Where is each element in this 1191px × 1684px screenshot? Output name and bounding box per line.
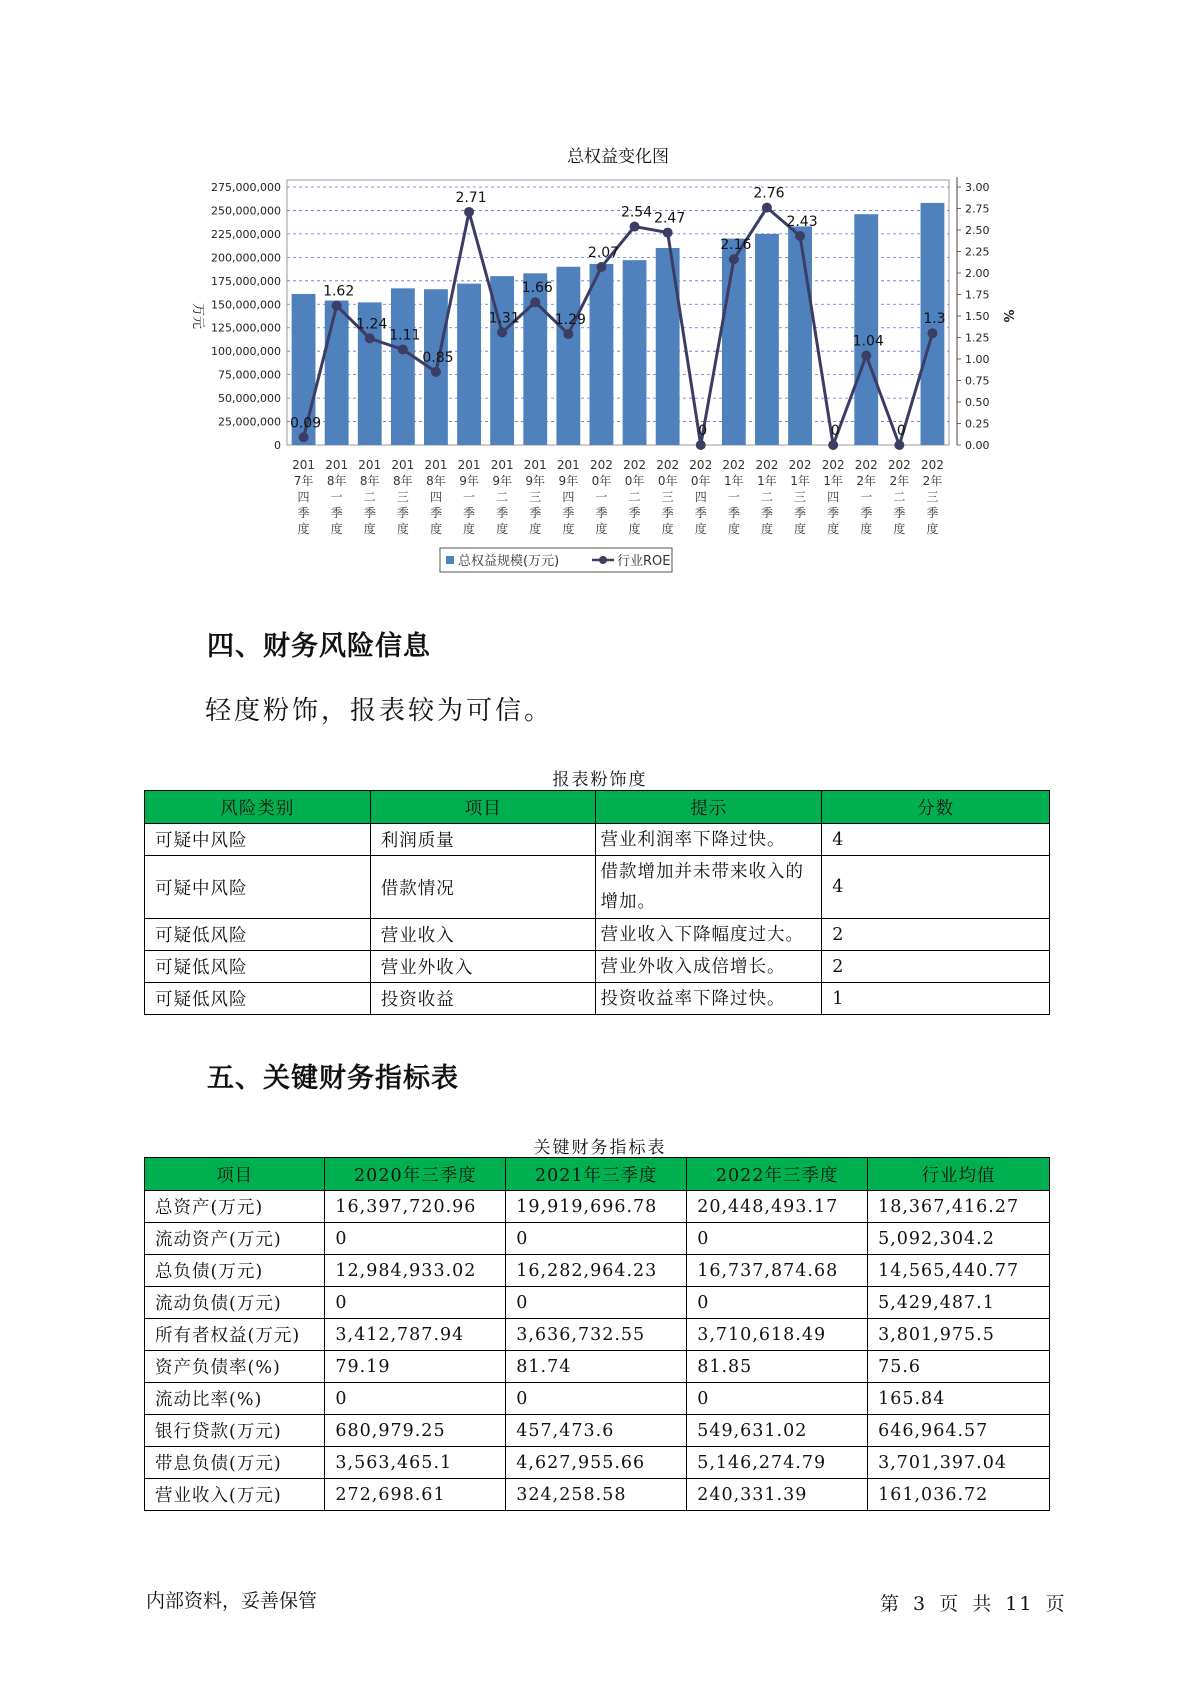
x-tick-label: 二 — [496, 490, 509, 504]
x-tick-label: 8年 — [359, 474, 380, 488]
legend-line-label: 行业ROE — [617, 554, 671, 569]
x-tick-label: 201 — [292, 458, 316, 472]
roe-point — [663, 228, 673, 238]
x-tick-label: 季 — [396, 506, 409, 520]
roe-data-label: 1.66 — [521, 280, 553, 297]
risk-summary-text: 轻度粉饰，报表较为可信。 — [205, 696, 554, 726]
x-tick-label: 0年 — [591, 474, 612, 488]
x-tick-label: 201 — [358, 458, 382, 472]
fin-value: 3,701,397.04 — [868, 1447, 1050, 1479]
total-equity-chart — [180, 140, 1020, 600]
x-tick-label: 0年 — [657, 474, 678, 488]
roe-point — [431, 367, 441, 377]
risk-category: 可疑低风险 — [145, 919, 371, 951]
x-tick-label: 9年 — [492, 474, 512, 488]
table-row — [145, 1383, 1050, 1415]
roe-data-label: 0.09 — [289, 415, 322, 432]
fin-value: 14,565,440.77 — [868, 1255, 1050, 1287]
fin-value: 5,429,487.1 — [868, 1287, 1050, 1319]
x-tick-label: 202 — [656, 458, 680, 472]
fin-value: 81.74 — [506, 1351, 687, 1383]
fin-value: 549,631.02 — [687, 1415, 868, 1447]
fin-header-item: 项目 — [145, 1158, 325, 1191]
x-tick-label: 度 — [496, 522, 509, 536]
x-tick-label: 度 — [562, 522, 575, 536]
fin-table-header-row — [145, 1158, 1050, 1191]
fin-item-label: 总资产(万元) — [145, 1191, 325, 1223]
x-tick-label: 季 — [926, 506, 939, 520]
x-tick-label: 季 — [595, 506, 608, 520]
roe-point — [630, 222, 640, 232]
fin-value: 0 — [687, 1223, 868, 1255]
fin-value: 324,258.58 — [506, 1479, 687, 1511]
x-tick-label: 季 — [297, 506, 310, 520]
roe-data-label: 2.54 — [620, 204, 653, 221]
table-row — [145, 1447, 1050, 1479]
roe-data-label: 1.04 — [852, 333, 884, 350]
fin-value: 3,563,465.1 — [325, 1447, 506, 1479]
risk-item: 营业收入 — [370, 919, 596, 951]
x-tick-label: 季 — [893, 506, 906, 520]
x-tick-label: 201 — [490, 458, 514, 472]
risk-score: 1 — [822, 983, 1050, 1015]
x-tick-label: 202 — [623, 458, 647, 472]
table-row — [145, 856, 1050, 919]
fin-value: 79.19 — [325, 1351, 506, 1383]
roe-data-label: 2.43 — [786, 214, 818, 231]
x-tick-label: 季 — [694, 506, 707, 520]
x-tick-label: 度 — [429, 522, 442, 536]
fin-item-label: 资产负债率(%) — [145, 1351, 325, 1383]
roe-point — [861, 351, 871, 361]
roe-data-label: 2.16 — [720, 237, 752, 254]
x-tick-label: 二 — [893, 490, 906, 504]
x-tick-label: 季 — [794, 506, 807, 520]
x-tick-label: 二 — [363, 490, 376, 504]
x-tick-label: 季 — [727, 506, 740, 520]
risk-score: 4 — [822, 856, 1050, 919]
table-row — [145, 1415, 1050, 1447]
x-tick-label: 季 — [363, 506, 376, 520]
x-tick-label: 度 — [463, 522, 476, 536]
x-tick-label: 三 — [529, 490, 542, 504]
risk-score: 4 — [822, 824, 1050, 856]
bar — [755, 234, 779, 445]
roe-point — [464, 207, 474, 217]
roe-data-label: 0 — [896, 423, 906, 439]
roe-point — [530, 297, 540, 307]
x-tick-label: 度 — [860, 522, 873, 536]
y-right-tick-label: 3.00 — [965, 181, 990, 194]
fin-item-label: 流动比率(%) — [145, 1383, 325, 1415]
x-tick-label: 四 — [429, 490, 442, 504]
table-row — [145, 1479, 1050, 1511]
x-tick-label: 度 — [827, 522, 840, 536]
fin-item-label: 带息负债(万元) — [145, 1447, 325, 1479]
x-tick-label: 季 — [827, 506, 840, 520]
risk-category: 可疑中风险 — [145, 856, 371, 919]
roe-data-label: 0 — [830, 423, 840, 439]
table-row — [145, 1287, 1050, 1319]
fin-value: 16,282,964.23 — [506, 1255, 687, 1287]
roe-data-label: 1.24 — [356, 316, 388, 333]
y-left-tick-label: 100,000,000 — [211, 345, 281, 359]
roe-data-label: 2.07 — [587, 244, 620, 261]
y-right-tick-label: 2.25 — [965, 245, 990, 259]
bar — [722, 239, 746, 445]
fin-value: 161,036.72 — [868, 1479, 1050, 1511]
roe-point — [596, 262, 606, 272]
x-tick-label: 1年 — [757, 474, 777, 488]
table-row — [145, 1319, 1050, 1351]
y-right-tick-label: 1.75 — [965, 288, 990, 302]
fin-value: 0 — [506, 1223, 687, 1255]
x-tick-label: 一 — [727, 490, 740, 504]
risk-score: 2 — [822, 951, 1050, 983]
x-tick-label: 1年 — [790, 474, 810, 488]
fin-value: 20,448,493.17 — [687, 1191, 868, 1223]
fin-value: 0 — [325, 1223, 506, 1255]
x-tick-label: 一 — [463, 490, 476, 504]
table-row — [145, 1191, 1050, 1223]
y-right-axis-label: % — [1000, 309, 1015, 323]
x-tick-label: 度 — [529, 522, 542, 536]
x-tick-label: 季 — [330, 506, 343, 520]
y-right-tick-label: 0.00 — [965, 439, 990, 452]
fin-value: 18,367,416.27 — [868, 1191, 1050, 1223]
roe-data-label: 2.71 — [455, 189, 487, 206]
x-tick-label: 度 — [628, 522, 641, 536]
x-tick-label: 202 — [920, 458, 944, 472]
table-row — [145, 1223, 1050, 1255]
y-left-tick-label: 275,000,000 — [211, 181, 281, 194]
legend-bar-swatch — [446, 556, 454, 564]
y-left-tick-label: 125,000,000 — [211, 321, 281, 335]
fin-header-2022q3: 2022年三季度 — [687, 1158, 868, 1191]
x-tick-label: 202 — [854, 458, 878, 472]
fin-item-label: 所有者权益(万元) — [145, 1319, 325, 1351]
x-tick-label: 季 — [661, 506, 674, 520]
x-tick-label: 度 — [926, 522, 939, 536]
risk-table-caption: 报表粉饰度 — [552, 770, 648, 790]
risk-table-header-row — [145, 791, 1050, 824]
y-left-axis-label: 万元 — [190, 302, 205, 330]
roe-data-label: 2.76 — [753, 185, 785, 202]
x-tick-label: 度 — [893, 522, 906, 536]
fin-value: 3,801,975.5 — [868, 1319, 1050, 1351]
x-tick-label: 四 — [562, 490, 575, 504]
fin-item-label: 流动负债(万元) — [145, 1287, 325, 1319]
roe-point — [563, 329, 573, 339]
fin-value: 0 — [325, 1287, 506, 1319]
fin-value: 19,919,696.78 — [506, 1191, 687, 1223]
roe-point — [795, 231, 805, 241]
fin-header-2021q3: 2021年三季度 — [506, 1158, 687, 1191]
fin-table-caption: 关键财务指标表 — [533, 1138, 667, 1158]
x-tick-label: 四 — [297, 490, 310, 504]
x-tick-label: 度 — [595, 522, 608, 536]
x-tick-label: 二 — [628, 490, 641, 504]
fin-value: 0 — [506, 1287, 687, 1319]
legend-bar-label: 总权益规模(万元) — [458, 554, 560, 569]
footer-page-number: 第 3 页 共 11 页 — [880, 1593, 1067, 1615]
roe-point — [762, 203, 772, 213]
x-tick-label: 0年 — [690, 474, 711, 488]
table-row — [145, 983, 1050, 1015]
risk-header-category: 风险类别 — [145, 791, 371, 824]
roe-point — [332, 301, 342, 311]
fin-value: 0 — [325, 1383, 506, 1415]
x-tick-label: 202 — [821, 458, 845, 472]
y-right-tick-label: 1.25 — [965, 331, 990, 345]
fin-value: 0 — [506, 1383, 687, 1415]
risk-hint: 营业收入下降幅度过大。 — [596, 919, 822, 951]
x-tick-label: 季 — [562, 506, 575, 520]
fin-value: 165.84 — [868, 1383, 1050, 1415]
x-tick-label: 二 — [760, 490, 773, 504]
fin-value: 5,092,304.2 — [868, 1223, 1050, 1255]
table-row — [145, 1255, 1050, 1287]
x-tick-label: 季 — [529, 506, 542, 520]
y-left-tick-label: 175,000,000 — [211, 274, 281, 288]
x-tick-label: 四 — [694, 490, 707, 504]
x-tick-label: 201 — [391, 458, 415, 472]
fin-value: 81.85 — [687, 1351, 868, 1383]
bar — [788, 226, 812, 445]
fin-item-label: 银行贷款(万元) — [145, 1415, 325, 1447]
bar — [854, 214, 878, 445]
x-tick-label: 度 — [363, 522, 376, 536]
y-right-tick-label: 1.00 — [965, 353, 990, 366]
x-tick-label: 8年 — [326, 474, 347, 488]
fin-value: 3,710,618.49 — [687, 1319, 868, 1351]
y-left-tick-label: 50,000,000 — [218, 392, 281, 406]
x-tick-label: 度 — [330, 522, 343, 536]
fin-header-industry-avg: 行业均值 — [868, 1158, 1050, 1191]
y-right-tick-label: 0.75 — [965, 374, 990, 388]
chart-svg — [180, 140, 1020, 600]
roe-data-label: 1.62 — [323, 283, 355, 300]
x-tick-label: 7年 — [293, 474, 314, 488]
y-left-tick-label: 25,000,000 — [218, 415, 281, 429]
table-row — [145, 1351, 1050, 1383]
y-right-tick-label: 2.50 — [965, 224, 990, 237]
section-heading-financial-risk: 四、财务风险信息 — [207, 631, 431, 662]
y-left-tick-label: 200,000,000 — [211, 251, 281, 265]
roe-data-label: 1.11 — [389, 327, 421, 344]
x-tick-label: 度 — [794, 522, 807, 536]
risk-hint: 投资收益率下降过快。 — [596, 983, 822, 1015]
x-tick-label: 201 — [457, 458, 481, 472]
chart-title: 总权益变化图 — [567, 147, 669, 167]
x-tick-label: 季 — [429, 506, 442, 520]
risk-item: 投资收益 — [370, 983, 596, 1015]
roe-point — [299, 432, 309, 442]
x-tick-label: 四 — [827, 490, 840, 504]
risk-score: 2 — [822, 919, 1050, 951]
roe-point — [927, 328, 937, 338]
fin-value: 0 — [687, 1383, 868, 1415]
roe-point — [828, 440, 838, 450]
fin-value: 16,397,720.96 — [325, 1191, 506, 1223]
x-tick-label: 9年 — [459, 474, 479, 488]
roe-point — [497, 327, 507, 337]
x-tick-label: 季 — [760, 506, 773, 520]
roe-point — [696, 440, 706, 450]
table-row — [145, 824, 1050, 856]
y-right-tick-label: 1.50 — [965, 310, 990, 323]
risk-header-score: 分数 — [822, 791, 1050, 824]
x-tick-label: 度 — [661, 522, 674, 536]
roe-point — [894, 440, 904, 450]
risk-table — [144, 790, 1050, 1015]
y-left-tick-label: 250,000,000 — [211, 204, 281, 218]
fin-header-2020q3: 2020年三季度 — [325, 1158, 506, 1191]
table-row — [145, 951, 1050, 983]
x-tick-label: 2年 — [889, 474, 910, 488]
y-right-tick-label: 2.75 — [965, 202, 990, 216]
roe-point — [398, 345, 408, 355]
fin-value: 3,636,732.55 — [506, 1319, 687, 1351]
fin-value: 3,412,787.94 — [325, 1319, 506, 1351]
fin-value: 272,698.61 — [325, 1479, 506, 1511]
x-tick-label: 三 — [396, 490, 409, 504]
x-tick-label: 2年 — [856, 474, 877, 488]
fin-item-label: 流动资产(万元) — [145, 1223, 325, 1255]
roe-data-label: 2.47 — [654, 210, 686, 227]
y-left-tick-label: 0 — [274, 439, 281, 452]
fin-item-label: 营业收入(万元) — [145, 1479, 325, 1511]
x-tick-label: 0年 — [624, 474, 645, 488]
key-financial-table — [144, 1157, 1050, 1511]
x-tick-label: 202 — [722, 458, 746, 472]
legend-line-marker — [599, 556, 607, 564]
x-tick-label: 202 — [887, 458, 911, 472]
bar — [623, 260, 647, 445]
roe-point — [729, 254, 739, 264]
x-tick-label: 三 — [926, 490, 939, 504]
plot-frame — [287, 180, 949, 445]
x-tick-label: 季 — [463, 506, 476, 520]
x-tick-label: 度 — [694, 522, 707, 536]
x-tick-label: 一 — [330, 490, 343, 504]
bar — [590, 264, 614, 445]
bar — [325, 301, 349, 445]
fin-value: 680,979.25 — [325, 1415, 506, 1447]
x-tick-label: 季 — [496, 506, 509, 520]
x-tick-label: 度 — [297, 522, 310, 536]
fin-value: 75.6 — [868, 1351, 1050, 1383]
fin-value: 16,737,874.68 — [687, 1255, 868, 1287]
x-tick-label: 1年 — [823, 474, 843, 488]
table-row — [145, 919, 1050, 951]
fin-value: 457,473.6 — [506, 1415, 687, 1447]
section-heading-key-indicators: 五、关键财务指标表 — [207, 1063, 459, 1094]
x-tick-label: 度 — [396, 522, 409, 536]
roe-data-label: 0.85 — [422, 349, 454, 366]
x-tick-label: 201 — [325, 458, 349, 472]
risk-item: 借款情况 — [370, 856, 596, 919]
footer-confidential-note: 内部资料，妥善保管 — [146, 1590, 318, 1612]
risk-category: 可疑低风险 — [145, 951, 371, 983]
fin-value: 646,964.57 — [868, 1415, 1050, 1447]
risk-header-hint: 提示 — [596, 791, 822, 824]
x-tick-label: 202 — [755, 458, 779, 472]
x-tick-label: 8年 — [426, 474, 446, 488]
x-tick-label: 三 — [661, 490, 674, 504]
roe-data-label: 1.3 — [923, 311, 946, 328]
x-tick-label: 8年 — [393, 474, 413, 488]
x-tick-label: 三 — [794, 490, 807, 504]
risk-header-item: 项目 — [370, 791, 596, 824]
x-tick-label: 季 — [628, 506, 641, 520]
risk-hint: 借款增加并未带来收入的增加。 — [596, 856, 822, 919]
y-left-tick-label: 150,000,000 — [211, 298, 281, 312]
roe-data-label: 1.31 — [488, 310, 520, 327]
x-tick-label: 9年 — [558, 474, 579, 488]
risk-hint: 营业外收入成倍增长。 — [596, 951, 822, 983]
x-tick-label: 202 — [589, 458, 613, 472]
y-left-tick-label: 75,000,000 — [218, 368, 281, 382]
risk-hint: 营业利润率下降过快。 — [596, 824, 822, 856]
x-tick-label: 201 — [556, 458, 580, 472]
bar — [391, 288, 415, 445]
fin-item-label: 总负债(万元) — [145, 1255, 325, 1287]
x-tick-label: 202 — [788, 458, 812, 472]
x-tick-label: 9年 — [525, 474, 546, 488]
fin-value: 5,146,274.79 — [687, 1447, 868, 1479]
x-tick-label: 一 — [595, 490, 608, 504]
fin-value: 240,331.39 — [687, 1479, 868, 1511]
x-tick-label: 202 — [689, 458, 713, 472]
x-tick-label: 2年 — [922, 474, 943, 488]
bar — [457, 284, 481, 445]
risk-item: 利润质量 — [370, 824, 596, 856]
y-right-tick-label: 0.50 — [965, 396, 990, 409]
x-tick-label: 201 — [523, 458, 547, 472]
fin-value: 4,627,955.66 — [506, 1447, 687, 1479]
bar — [556, 267, 580, 445]
risk-category: 可疑低风险 — [145, 983, 371, 1015]
x-tick-label: 度 — [760, 522, 773, 536]
roe-point — [365, 333, 375, 343]
fin-value: 0 — [687, 1287, 868, 1319]
roe-data-label: 0 — [698, 423, 708, 439]
x-tick-label: 季 — [860, 506, 873, 520]
x-tick-label: 1年 — [724, 474, 744, 488]
x-tick-label: 一 — [860, 490, 873, 504]
y-right-tick-label: 2.00 — [965, 267, 990, 280]
y-left-tick-label: 225,000,000 — [211, 227, 281, 241]
y-right-tick-label: 0.25 — [965, 417, 990, 431]
x-tick-label: 201 — [424, 458, 448, 472]
risk-item: 营业外收入 — [370, 951, 596, 983]
roe-data-label: 1.29 — [554, 312, 586, 329]
x-tick-label: 度 — [727, 522, 740, 536]
risk-category: 可疑中风险 — [145, 824, 371, 856]
fin-value: 12,984,933.02 — [325, 1255, 506, 1287]
